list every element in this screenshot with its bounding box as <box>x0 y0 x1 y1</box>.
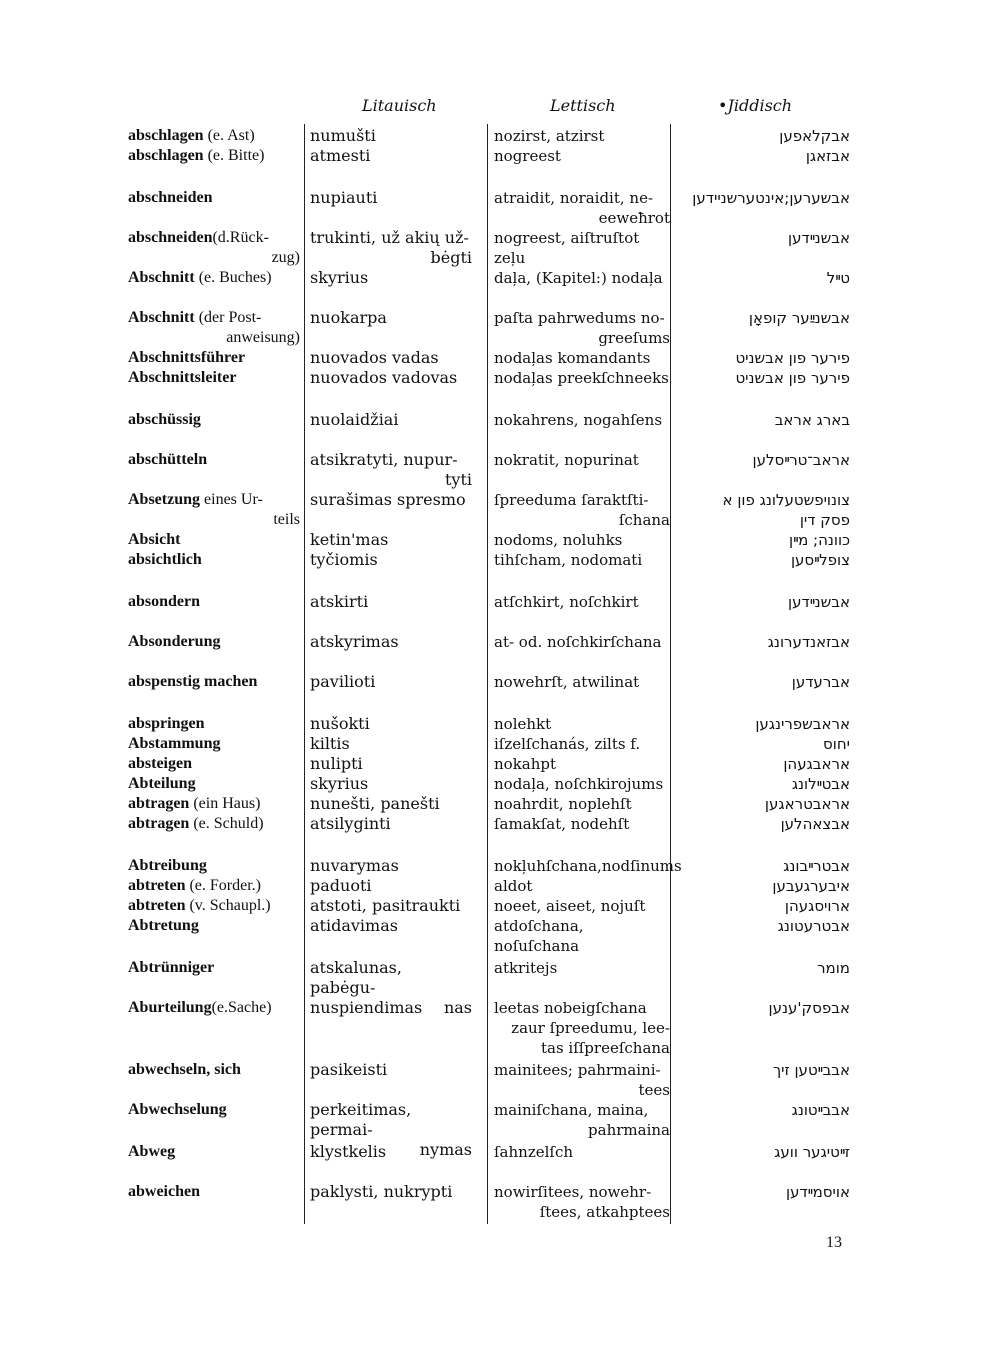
yiddish-text: מומר <box>817 959 850 977</box>
latvian-continuation-2: tas iſſpreeſchana <box>540 1039 670 1057</box>
lithuanian-translation <box>310 308 472 328</box>
yiddish-text: צופלײסען <box>790 551 850 569</box>
header-litauisch: Litauisch <box>362 96 437 115</box>
yiddish-text: אבבײטען זיך <box>773 1061 850 1079</box>
german-headword <box>128 794 300 814</box>
latvian-text: nokahrens, nogahſens <box>494 411 663 429</box>
lithuanian-translation <box>310 814 472 834</box>
headword-continuation: teils <box>273 511 300 528</box>
german-headword <box>128 1142 300 1162</box>
german-headword <box>128 268 300 288</box>
lithuanian-text: surašimas spresmo <box>310 490 466 509</box>
headword: Abweg <box>128 1143 176 1160</box>
latvian-text: aldot <box>494 877 533 895</box>
headword: Abteilung <box>128 775 196 792</box>
latvian-translation <box>494 734 670 754</box>
lithuanian-text: atidavimas <box>310 916 398 935</box>
headword: Abschnitt <box>128 309 195 326</box>
lithuanian-text: klystkelis <box>310 1142 387 1161</box>
latvian-translation <box>494 814 670 834</box>
latvian-text: mainiſchana, maina, <box>494 1101 649 1119</box>
lithuanian-continuation: bėgti <box>430 248 472 267</box>
headword: abschüssig <box>128 411 201 428</box>
yiddish-text: אברעדען <box>791 673 850 691</box>
lithuanian-text: atskalunas, pabėgu- <box>310 958 402 997</box>
lithuanian-text: pavilioti <box>310 672 376 691</box>
lithuanian-translation <box>310 450 472 490</box>
header-jiddisch: •Jiddisch <box>718 96 793 115</box>
latvian-translation <box>494 714 670 734</box>
yiddish-text: אבצאהלען <box>780 815 850 833</box>
headword: Abschnittsleiter <box>128 369 237 386</box>
yiddish-text: אבזאגן <box>805 147 850 165</box>
lithuanian-translation <box>310 410 472 430</box>
lithuanian-translation <box>310 368 472 388</box>
lithuanian-text: nunešti, panešti <box>310 794 440 813</box>
latvian-translation <box>494 1100 670 1140</box>
latvian-translation <box>494 1182 670 1222</box>
latvian-text: atraidit, noraidit, ne- <box>494 189 654 207</box>
lithuanian-translation <box>310 774 472 794</box>
latvian-translation <box>494 368 670 388</box>
latvian-text: daļa, (Kapitel:) nodaļa <box>494 269 663 287</box>
lithuanian-text: numušti <box>310 126 376 145</box>
headword: Absonderung <box>128 633 221 650</box>
latvian-text: leetas nobeigſchana <box>494 999 647 1017</box>
yiddish-translation <box>676 308 850 328</box>
lithuanian-translation <box>310 126 472 146</box>
headword: Absetzung <box>128 491 201 508</box>
lithuanian-translation <box>310 876 472 896</box>
yiddish-text: פירער פון אבשניט <box>735 369 850 387</box>
yiddish-translation <box>676 1060 850 1080</box>
latvian-text: nokļuhſchana,nodſinums <box>494 857 682 875</box>
headword-qualifier: eines Ur- <box>200 491 263 508</box>
latvian-translation <box>494 896 670 916</box>
lithuanian-continuation: nymas <box>419 1140 472 1159</box>
headword-qualifier: (e.Sache) <box>211 999 272 1016</box>
latvian-translation <box>494 794 670 814</box>
latvian-text: atkritejs <box>494 959 558 977</box>
german-headword <box>128 672 300 692</box>
headword: absichtlich <box>128 551 202 568</box>
yiddish-translation <box>676 188 850 208</box>
yiddish-text: אבשנײדען <box>788 229 850 247</box>
headword: abwechseln, sich <box>128 1061 241 1078</box>
yiddish-text: אבשערען;אינטערשניידען <box>692 189 850 207</box>
yiddish-text: אראבטראגען <box>764 795 850 813</box>
yiddish-text: יחוס <box>823 735 850 753</box>
latvian-text: iſzelſchanás, zilts f. <box>494 735 641 753</box>
lithuanian-text: nuovados vadovas <box>310 368 458 387</box>
german-headword <box>128 1060 300 1080</box>
latvian-translation <box>494 774 670 794</box>
lithuanian-translation <box>310 592 472 612</box>
yiddish-text: אבזאנדערונג <box>767 633 850 651</box>
headword-qualifier: (e. Buches) <box>194 269 272 286</box>
german-headword <box>128 754 300 774</box>
yiddish-translation <box>676 1142 850 1162</box>
column-divider-2 <box>487 124 488 1224</box>
yiddish-text: אויסמײדען <box>785 1183 850 1201</box>
yiddish-translation <box>676 410 850 430</box>
lithuanian-text: skyrius <box>310 774 369 793</box>
headword: abweichen <box>128 1183 200 1200</box>
latvian-text: noeet, aiseet, nojuſt <box>494 897 646 915</box>
latvian-text: mainitees; pahrmaini- <box>494 1061 661 1079</box>
headword: Absicht <box>128 531 181 548</box>
lithuanian-translation <box>310 146 472 166</box>
german-headword <box>128 734 300 754</box>
headword: abschlagen <box>128 127 204 144</box>
latvian-continuation: zaur ſpreedumu, lee- <box>511 1019 670 1037</box>
header-lettisch: Lettisch <box>550 96 616 115</box>
lithuanian-text: perkeitimas, permai- <box>310 1100 412 1139</box>
latvian-translation <box>494 228 670 268</box>
latvian-translation <box>494 550 670 570</box>
lithuanian-translation <box>310 550 472 570</box>
headword-qualifier: (d.Rück- <box>212 229 269 246</box>
column-divider-1 <box>304 124 305 1224</box>
latvian-translation <box>494 998 670 1058</box>
latvian-translation <box>494 856 682 876</box>
headword-qualifier: (der Post- <box>194 309 262 326</box>
german-headword <box>128 348 300 368</box>
yiddish-text: אראבגעהן <box>783 755 850 773</box>
headword: absondern <box>128 593 201 610</box>
headword-qualifier: (e. Forder.) <box>185 877 261 894</box>
latvian-text: nodaļas preekſchneeks <box>494 369 669 387</box>
headword: Abtrünniger <box>128 959 215 976</box>
yiddish-translation <box>676 126 850 146</box>
lithuanian-text: kiltis <box>310 734 350 753</box>
german-headword <box>128 450 300 470</box>
headword: Abwechselung <box>128 1101 227 1118</box>
german-headword <box>128 814 300 834</box>
german-headword <box>128 714 300 734</box>
latvian-translation <box>494 958 670 978</box>
headword: Abtretung <box>128 917 199 934</box>
german-headword <box>128 308 300 348</box>
latvian-translation <box>494 126 670 146</box>
headword: abtragen <box>128 795 190 812</box>
lithuanian-translation <box>310 348 472 368</box>
lithuanian-text: tyčiomis <box>310 550 378 569</box>
lithuanian-text: pasikeisti <box>310 1060 388 1079</box>
lithuanian-text: trukinti, už akių už- <box>310 228 469 247</box>
lithuanian-text: nuovados vadas <box>310 348 439 367</box>
german-headword <box>128 188 300 208</box>
yiddish-translation <box>676 490 850 530</box>
latvian-translation <box>494 268 670 288</box>
yiddish-translation <box>676 814 850 834</box>
latvian-text: nolehkt <box>494 715 552 733</box>
latvian-translation <box>494 1060 670 1100</box>
yiddish-translation <box>676 734 850 754</box>
yiddish-translation <box>676 228 850 248</box>
lithuanian-text: atskyrimas <box>310 632 399 651</box>
yiddish-translation <box>676 1182 850 1202</box>
headword-qualifier: (e. Bitte) <box>203 147 265 164</box>
yiddish-translation <box>676 916 850 936</box>
latvian-translation <box>494 632 670 652</box>
german-headword <box>128 530 300 550</box>
lithuanian-translation <box>310 490 472 510</box>
headword: Abstammung <box>128 735 221 752</box>
headword: Aburteilung <box>128 999 212 1016</box>
yiddish-text: אבשנײַער קופאָן <box>748 309 850 327</box>
lithuanian-text: atsikratyti, nupur- <box>310 450 458 469</box>
latvian-text: atſchkirt, noſchkirt <box>494 593 639 611</box>
german-headword <box>128 592 300 612</box>
latvian-text: nokratit, nopurinat <box>494 451 639 469</box>
yiddish-text: איבערגעבען <box>772 877 850 895</box>
yiddish-translation <box>676 774 850 794</box>
latvian-text: nogreest <box>494 147 561 165</box>
lithuanian-text: paduoti <box>310 876 372 895</box>
latvian-continuation: ſtees, atkahptees <box>539 1203 670 1221</box>
headword: abtragen <box>128 815 190 832</box>
lithuanian-text: atsilyginti <box>310 814 391 833</box>
page-number: 13 <box>826 1234 842 1251</box>
column-headers <box>0 96 1000 118</box>
latvian-text: nogreest, aiſtruſtot zeļu <box>494 229 640 267</box>
lithuanian-text: nulipti <box>310 754 363 773</box>
german-headword <box>128 228 300 268</box>
yiddish-text: כוונה; מײן <box>789 531 850 549</box>
headword: Abschnittsführer <box>128 349 246 366</box>
german-headword <box>128 1182 300 1202</box>
yiddish-translation <box>676 632 850 652</box>
latvian-text: nowirſitees, nowehr- <box>494 1183 652 1201</box>
latvian-translation <box>494 348 670 368</box>
lithuanian-text: skyrius <box>310 268 369 287</box>
lithuanian-translation <box>310 228 472 268</box>
german-headword <box>128 998 300 1018</box>
german-headword <box>128 958 300 978</box>
yiddish-text: אבטרעטונג <box>777 917 850 935</box>
yiddish-text: אבטײלונג <box>791 775 850 793</box>
yiddish-translation <box>676 714 850 734</box>
headword: abschneiden <box>128 189 213 206</box>
latvian-text: ſpreeduma ſaraktſti- <box>494 491 649 509</box>
german-headword <box>128 550 300 570</box>
latvian-translation <box>494 754 670 774</box>
yiddish-text: אראב־טרײסלען <box>752 451 850 469</box>
german-headword <box>128 632 300 652</box>
yiddish-text: ארויסגעהן <box>784 897 850 915</box>
german-headword <box>128 774 300 794</box>
lithuanian-text: paklysti, nukrypti <box>310 1182 453 1201</box>
latvian-continuation: eeweħrot <box>598 209 670 227</box>
latvian-translation <box>494 672 670 692</box>
latvian-continuation: pahrmaina <box>588 1121 670 1139</box>
headword: abspringen <box>128 715 205 732</box>
lithuanian-translation <box>310 1142 472 1162</box>
lithuanian-translation <box>310 268 472 288</box>
yiddish-translation <box>676 754 850 774</box>
yiddish-translation <box>676 856 850 876</box>
lithuanian-text: nuokarpa <box>310 308 387 327</box>
lithuanian-translation <box>310 856 472 876</box>
yiddish-text: טײל <box>826 269 850 287</box>
latvian-text: ſamakſat, nodehſt <box>494 815 630 833</box>
yiddish-translation <box>676 450 850 470</box>
yiddish-translation <box>676 672 850 692</box>
german-headword <box>128 490 300 530</box>
german-headword <box>128 410 300 430</box>
lithuanian-text: atstoti, pasitraukti <box>310 896 461 915</box>
german-headword <box>128 146 300 166</box>
latvian-text: tihſcham, nodomati <box>494 551 643 569</box>
lithuanian-translation <box>310 998 472 1018</box>
column-divider-3 <box>670 124 671 1224</box>
headword-qualifier: (v. Schaupl.) <box>185 897 271 914</box>
headword-continuation: anweisung) <box>226 329 300 346</box>
yiddish-text: פירער פון אבשניט <box>735 349 850 367</box>
yiddish-translation <box>676 348 850 368</box>
headword-qualifier: (ein Haus) <box>189 795 261 812</box>
yiddish-translation <box>676 146 850 166</box>
latvian-continuation: ſchana <box>618 511 670 529</box>
latvian-translation <box>494 410 670 430</box>
latvian-continuation: greeſums <box>598 329 670 347</box>
yiddish-text: צונויפשטעלונג פון א <box>722 491 850 509</box>
headword-continuation: zug) <box>271 249 300 266</box>
yiddish-translation <box>676 592 850 612</box>
latvian-translation <box>494 490 670 530</box>
latvian-text: nokahpt <box>494 755 557 773</box>
german-headword <box>128 368 300 388</box>
lithuanian-translation <box>310 1060 472 1080</box>
latvian-text: nowehrſt, atwilinat <box>494 673 640 691</box>
latvian-text: at- od. noſchkirſchana <box>494 633 662 651</box>
latvian-translation <box>494 146 670 166</box>
yiddish-translation <box>676 876 850 896</box>
latvian-translation <box>494 592 670 612</box>
yiddish-text: אבבײטונג <box>791 1101 850 1119</box>
headword: absteigen <box>128 755 192 772</box>
yiddish-text: בארג אראב <box>774 411 850 429</box>
german-headword <box>128 896 300 916</box>
lithuanian-translation <box>310 754 472 774</box>
lithuanian-translation <box>310 1182 472 1202</box>
yiddish-text: אראבשפרינגען <box>755 715 850 733</box>
headword-qualifier: (e. Ast) <box>203 127 255 144</box>
latvian-translation <box>494 916 670 956</box>
lithuanian-translation <box>310 714 472 734</box>
latvian-text: noahrdit, noplehſt <box>494 795 632 813</box>
yiddish-text: אבשנײדען <box>788 593 850 611</box>
lithuanian-text: nupiauti <box>310 188 378 207</box>
lithuanian-text: ketin'mas <box>310 530 389 549</box>
latvian-text: nodaļas komandants <box>494 349 651 367</box>
german-headword <box>128 876 300 896</box>
lithuanian-translation <box>310 734 472 754</box>
yiddish-translation <box>676 794 850 814</box>
yiddish-translation <box>676 550 850 570</box>
headword: Abschnitt <box>128 269 195 286</box>
latvian-text: atdoſchana, noſuſchana <box>494 917 584 955</box>
lithuanian-continuation: nas <box>443 998 472 1017</box>
lithuanian-translation <box>310 916 472 936</box>
latvian-translation <box>494 530 670 550</box>
lithuanian-text: nuvarymas <box>310 856 399 875</box>
lithuanian-translation <box>310 794 472 814</box>
yiddish-text: זײטיגער וועג <box>774 1143 850 1161</box>
yiddish-translation <box>676 998 850 1018</box>
lithuanian-text: nušokti <box>310 714 370 733</box>
latvian-translation <box>494 188 670 228</box>
latvian-translation <box>494 308 670 348</box>
headword: Abtreibung <box>128 857 207 874</box>
lithuanian-text: atskirti <box>310 592 369 611</box>
lithuanian-translation <box>310 530 472 550</box>
latvian-text: paſta pahrwedums no- <box>494 309 665 327</box>
latvian-translation <box>494 450 670 470</box>
yiddish-translation <box>676 958 850 978</box>
yiddish-translation <box>676 268 850 288</box>
latvian-translation <box>494 1142 670 1162</box>
headword: abschlagen <box>128 147 204 164</box>
lithuanian-continuation: tyti <box>444 470 472 489</box>
latvian-text: nozirst, atzirst <box>494 127 605 145</box>
lithuanian-translation <box>310 632 472 652</box>
headword: abspenstig machen <box>128 673 258 690</box>
latvian-translation <box>494 876 670 896</box>
lithuanian-text: nuspiendimas <box>310 998 423 1017</box>
yiddish-continuation: פסק דין <box>799 511 850 529</box>
lithuanian-translation <box>310 188 472 208</box>
yiddish-translation <box>676 1100 850 1120</box>
yiddish-translation <box>676 368 850 388</box>
yiddish-translation <box>676 896 850 916</box>
german-headword <box>128 126 300 146</box>
german-headword <box>128 1100 300 1120</box>
lithuanian-text: atmesti <box>310 146 371 165</box>
headword: abschneiden <box>128 229 213 246</box>
yiddish-text: אבפסק'ענען <box>768 999 850 1017</box>
german-headword <box>128 916 300 936</box>
lithuanian-translation <box>310 896 472 916</box>
headword-qualifier: (e. Schuld) <box>189 815 264 832</box>
yiddish-text: אבטרײבונג <box>783 857 850 875</box>
headword: abschütteln <box>128 451 208 468</box>
yiddish-text: אבקלאפען <box>779 127 850 145</box>
latvian-continuation: tees <box>638 1081 670 1099</box>
german-headword <box>128 856 300 876</box>
yiddish-translation <box>676 530 850 550</box>
headword: abtreten <box>128 877 186 894</box>
latvian-text: ſahnzelſch <box>494 1143 574 1161</box>
lithuanian-translation <box>310 672 472 692</box>
latvian-text: nodaļa, noſchkirojums <box>494 775 664 793</box>
headword: abtreten <box>128 897 186 914</box>
lithuanian-text: nuolaidžiai <box>310 410 399 429</box>
latvian-text: nodoms, noluhks <box>494 531 623 549</box>
